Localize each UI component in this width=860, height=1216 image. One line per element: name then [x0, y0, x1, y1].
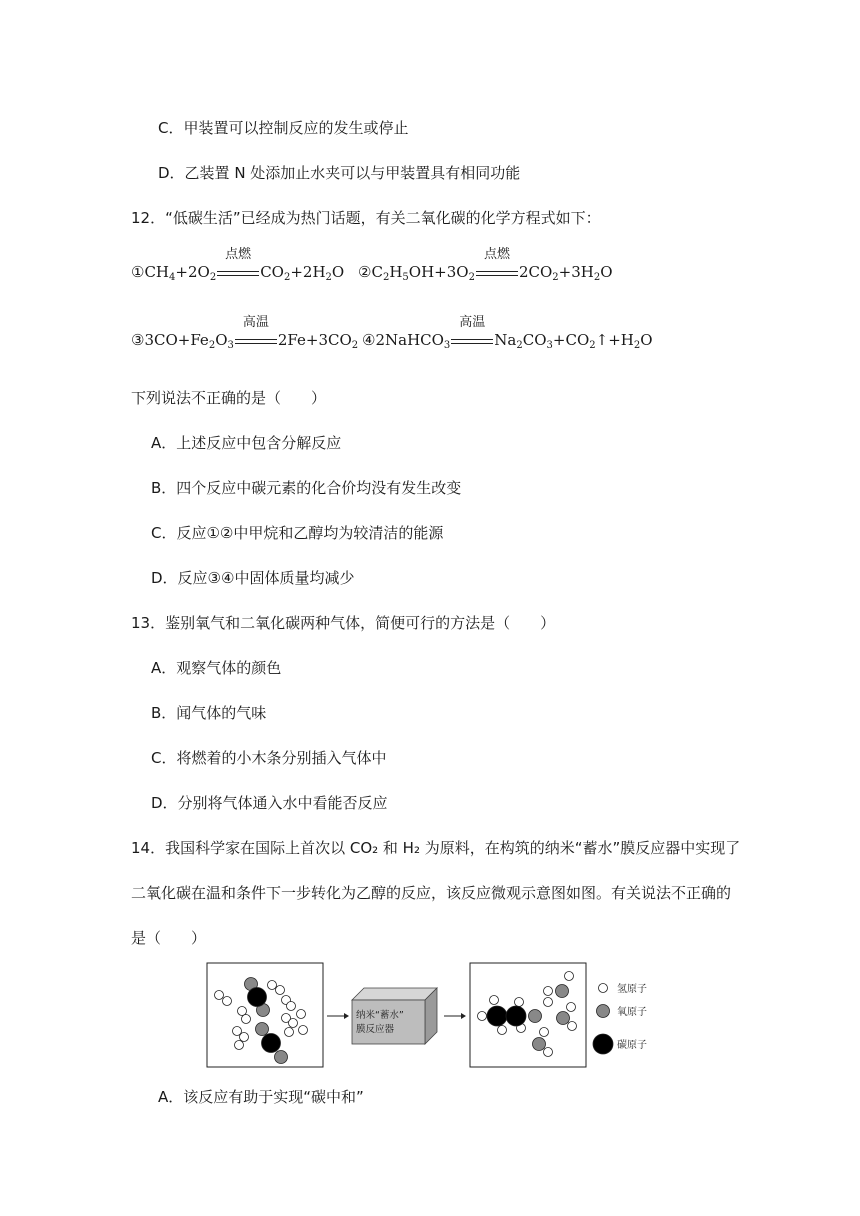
carbon-atom-icon — [593, 1034, 613, 1054]
reaction-micro-diagram — [206, 960, 676, 1072]
q12-option-b: B．四个反应中碳元素的化合价均没有发生改变 — [151, 479, 462, 497]
q13-option-a: A．观察气体的颜色 — [151, 659, 282, 677]
reactor-label-line-2: 膜反应器 — [356, 1024, 395, 1035]
q12-option-c: C．反应①②中甲烷和乙醇均为较清洁的能源 — [151, 524, 444, 542]
nano-reactor-box — [352, 988, 437, 1044]
q14-stem-line-1: 14．我国科学家在国际上首次以 CO₂ 和 H₂ 为原料，在构筑的纳米“蓄水”膜反应器中实现了 — [131, 839, 741, 857]
q14-stem-line-3: 是（ ） — [131, 929, 207, 947]
arrow-icon — [327, 1013, 349, 1019]
products-box — [470, 963, 586, 1067]
equation-3: $③3CO+Fe_2O_3$ 高温 $2Fe+3CO_2$ — [131, 315, 359, 351]
q12-stem: 12．“低碳生活”已经成为热门话题，有关二氧化碳的化学方程式如下： — [131, 209, 601, 227]
equation-4: ④2NaHCO$_3$ 高温 $Na_2CO_3+CO_2↑+H_2O$ — [362, 315, 653, 351]
equation-2-condition: 点燃 — [475, 262, 519, 282]
q13-option-b: B．闻气体的气味 — [151, 704, 267, 722]
q14-option-a: A．该反应有助于实现“碳中和” — [158, 1088, 364, 1106]
legend-oxygen: 氧原子 — [617, 1007, 647, 1018]
reactor-label-line-1: 纳米“蓄水” — [356, 1010, 404, 1021]
equation-4-number: ④ — [362, 331, 376, 349]
q11-option-d: D．乙装置 N 处添加止水夹可以与甲装置具有相同功能 — [158, 164, 521, 182]
equation-3-number: ③ — [131, 331, 145, 349]
legend — [593, 982, 647, 1054]
q12-option-d: D．反应③④中固体质量均减少 — [151, 569, 355, 587]
q12-option-a: A．上述反应中包含分解反应 — [151, 434, 342, 452]
equation-4-condition: 高温 — [450, 330, 494, 350]
legend-hydrogen: 氢原子 — [617, 984, 647, 995]
legend-carbon: 碳原子 — [617, 1040, 647, 1051]
reactants-box — [207, 963, 323, 1067]
equation-1-condition: 点燃 — [216, 262, 260, 282]
q12-question: 下列说法不正确的是（ ） — [131, 389, 327, 407]
equation-3-condition: 高温 — [234, 330, 278, 350]
equation-2: $②C_2H_5OH+3O_2$ 点燃 $2CO_2+3H_2O$ — [358, 247, 613, 283]
oxygen-atom-icon — [597, 1005, 610, 1018]
q14-stem-line-2: 二氧化碳在温和条件下一步转化为乙醇的反应，该反应微观示意图如图。有关说法不正确的 — [131, 884, 732, 902]
q13-stem: 13．鉴别氧气和二氧化碳两种气体，简便可行的方法是（ ） — [131, 614, 556, 632]
q11-option-c: C．甲装置可以控制反应的发生或停止 — [158, 119, 409, 137]
arrow-icon — [444, 1013, 466, 1019]
equation-1: $①CH_4+2O_2$ 点燃 $CO_2+2H_2O$ — [131, 247, 345, 283]
hydrogen-atom-icon — [599, 984, 608, 993]
equation-2-number: ② — [358, 263, 372, 281]
q13-option-d: D．分别将气体通入水中看能否反应 — [151, 794, 388, 812]
equation-1-number: ① — [131, 263, 145, 281]
q13-option-c: C．将燃着的小木条分别插入气体中 — [151, 749, 387, 767]
